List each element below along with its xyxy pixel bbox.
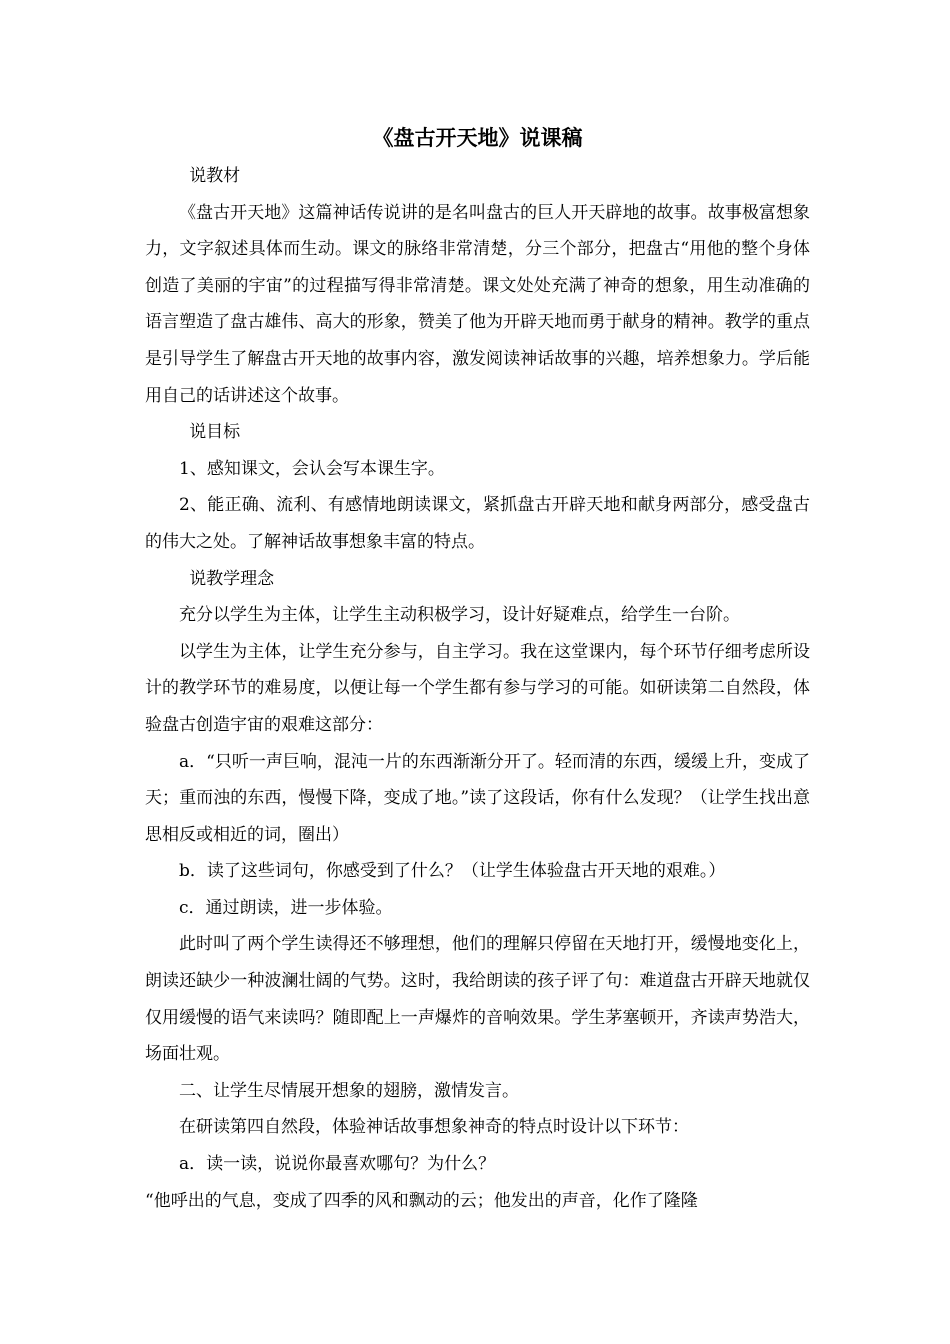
paragraph-reading-reflection: 此时叫了两个学生读得还不够理想，他们的理解只停留在天地打开，缓慢地变化上，朗读还缺少一种波澜壮阔的气势。这时，我给朗读的孩子评了句：难道盘古开辟天地就仅仅用缓慢的语气来读吗？随即配上一声爆炸的音响效果。学生茅塞顿开，齐读声势浩大，场面壮观。 xyxy=(145,934,810,1065)
document-page xyxy=(145,118,810,1219)
step-item-a-second: a．读一读，说说你最喜欢哪句？为什么？ xyxy=(179,1154,496,1175)
paragraph-philosophy-2: 以学生为主体，让学生充分参与，自主学习。我在这堂课内，每个环节仔细考虑所设计的教学环节的难易度，以便让每一个学生都有参与学习的可能。如研读第二自然段，体验盘古创造宇宙的艰难这部分： xyxy=(145,641,810,735)
paragraph-philosophy-1: 充分以学生为主体，让学生主动积极学习，设计好疑难点，给学生一台阶。 xyxy=(179,605,740,626)
step-item-b: b．读了这些词句，你感受到了什么？（让学生体验盘古开天地的艰难。） xyxy=(179,861,726,882)
paragraph-quote: “他呼出的气息，变成了四季的风和飘动的云；他发出的声音，化作了隆隆 xyxy=(145,1190,698,1211)
step-item-a: a．“只听一声巨响，混沌一片的东西渐渐分开了。轻而清的东西，缓缓上升，变成了天；重而浊的东西，慢慢下降，变成了地。”读了这段话，你有什么发现？（让学生找出意思相反或相近的词，圈出） xyxy=(145,751,810,845)
goal-item-1: 1、感知课文，会认会写本课生字。 xyxy=(179,458,445,479)
goal-item-2: 2、能正确、流利、有感情地朗读课文，紧抓盘古开辟天地和献身两部分，感受盘古的伟大之处。了解神话故事想象丰富的特点。 xyxy=(145,495,810,552)
section-two-heading: 二、让学生尽情展开想象的翅膀，激情发言。 xyxy=(179,1080,519,1101)
section-heading-textbook: 说教材 xyxy=(189,166,241,186)
paragraph-fourth-section: 在研读第四自然段，体验神话故事想象神奇的特点时设计以下环节： xyxy=(179,1117,689,1138)
section-heading-goals: 说目标 xyxy=(189,422,241,443)
paragraph-textbook-intro: 《盘古开天地》这篇神话传说讲的是名叫盘古的巨人开天辟地的故事。故事极富想象力，文字叙述具体而生动。课文的脉络非常清楚，分三个部分，把盘古“用他的整个身体创造了美丽的宇宙”的过程描写得非常清楚。课文处处充满了神奇的想象，用生动准确的语言塑造了盘古雄伟、高大的形象，赞美了他为开辟天地而勇于献身的精神。教学的重点是引导学生了解盘古开天地的故事内容，激发阅读神话故事的兴趣，培养想象力。学后能用自己的话讲述这个故事。 xyxy=(145,202,810,406)
document-title: 《盘古开天地》说课稿 xyxy=(372,125,583,150)
section-heading-philosophy: 说教学理念 xyxy=(189,568,275,589)
step-item-c: c．通过朗读，进一步体验。 xyxy=(179,897,393,918)
